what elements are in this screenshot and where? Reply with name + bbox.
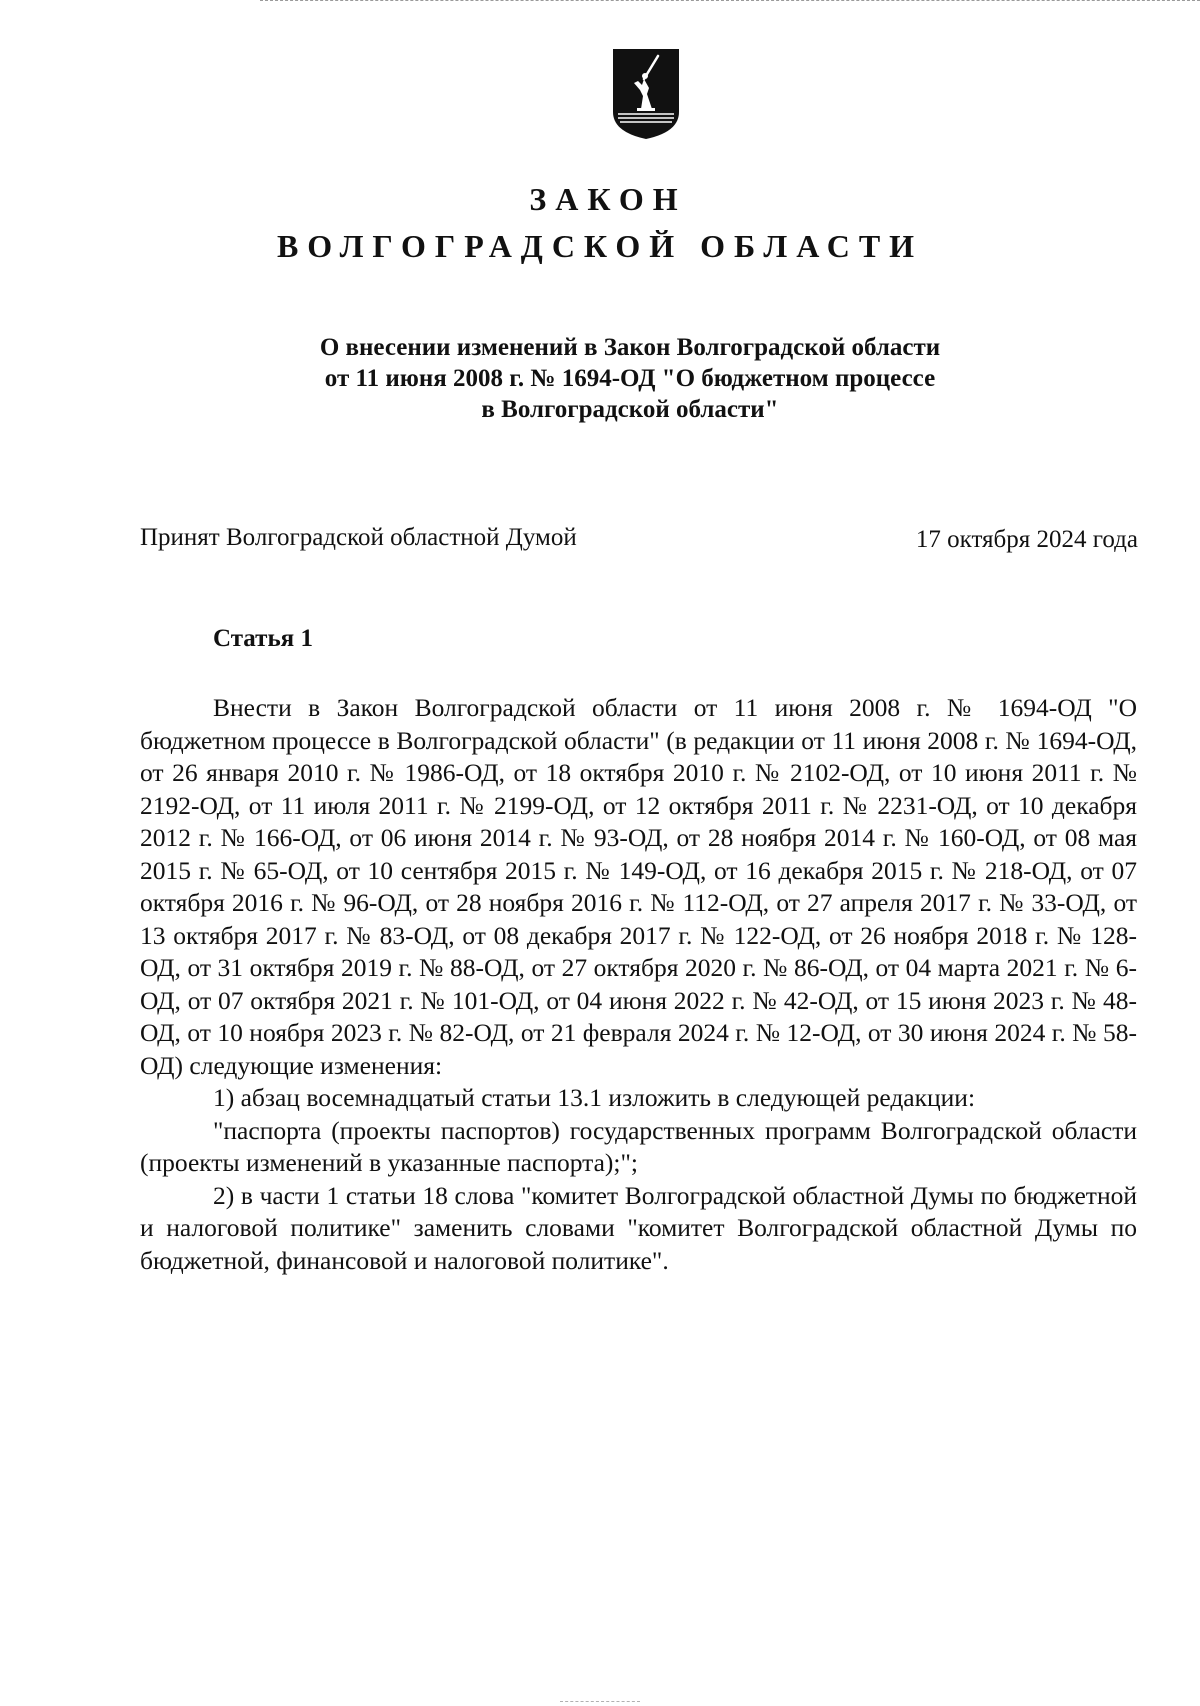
article-paragraph: "паспорта (проекты паспортов) государственных программ Волгоградской области (проекты изменений в указанные паспорта);";: [140, 1115, 1137, 1177]
adopted-by-label: Принят Волгоградской областной Думой: [140, 524, 577, 551]
article-heading: Статья 1: [213, 625, 313, 652]
subtitle-line: О внесении изменений в Закон Волгоградской области: [319, 334, 941, 361]
region-title: ВОЛГОГРАДСКОЙ ОБЛАСТИ: [276, 228, 924, 264]
adopted-date: 17 октября 2024 года: [915, 526, 1138, 553]
article-paragraph: 1) абзац восемнадцатый статьи 13.1 изложить в следующей редакции:: [213, 1083, 976, 1112]
law-subtitle: [230, 332, 1030, 425]
document-type-title: ЗАКОН: [529, 181, 687, 217]
scan-edge-top: [260, 0, 1200, 2]
scan-edge-bottom: [560, 1701, 640, 1703]
subtitle-line: в Волгоградской области": [481, 396, 779, 423]
subtitle-line: от 11 июня 2008 г. № 1694-ОД "О бюджетном процессе: [324, 365, 936, 392]
article-body: [140, 692, 1137, 1277]
coat-of-arms-icon: [610, 46, 682, 142]
article-paragraph: 2) в части 1 статьи 18 слова "комитет Волгоградской областной Думы по бюджетной и налоговой политике" заменить словами "комитет Волгоградской областной Думы по бюджетной, финансовой и налоговой политике".: [140, 1180, 1137, 1275]
article-paragraph: Внести в Закон Волгоградской области от 11 июня 2008 г. № 1694-ОД "О бюджетном процессе в Волгоградской области" (в редакции от 11 июня 2008 г. № 1694-ОД, от 26 января 2010 г. № 1986-ОД, от 18 октября 2010 г. № 2102-ОД, от 10 июня 2011 г. № 2192-ОД, от 11 июля 2011 г. № 2199-ОД, от 12 октября 2011 г. № 2231-ОД, от 10 декабря 2012 г. № 166-ОД, от 06 июня 2014 г. № 93-ОД, от 28 ноября 2014 г. № 160-ОД, от 08 мая 2015 г. № 65-ОД, от 10 сентября 2015 г. № 149-ОД, от 16 декабря 2015 г. № 218-ОД, от 07 октября 2016 г. № 96-ОД, от 28 ноября 2016 г. № 112-ОД, от 27 апреля 2017 г. № 33-ОД, от 13 октября 2017 г. № 83-ОД, от 08 декабря 2017 г. № 122-ОД, от 26 ноября 2018 г. № 128-ОД, от 31 октября 2019 г. № 88-ОД, от 27 октября 2020 г. № 86-ОД, от 04 марта 2021 г. № 6-ОД, от 07 октября 2021 г. № 101-ОД, от 04 июня 2022 г. № 42-ОД, от 15 июня 2023 г. № 48-ОД, от 10 ноября 2023 г. № 82-ОД, от 21 февраля 2024 г. № 12-ОД, от 30 июня 2024 г. № 58-ОД) следующие изменения:: [140, 693, 1137, 1080]
